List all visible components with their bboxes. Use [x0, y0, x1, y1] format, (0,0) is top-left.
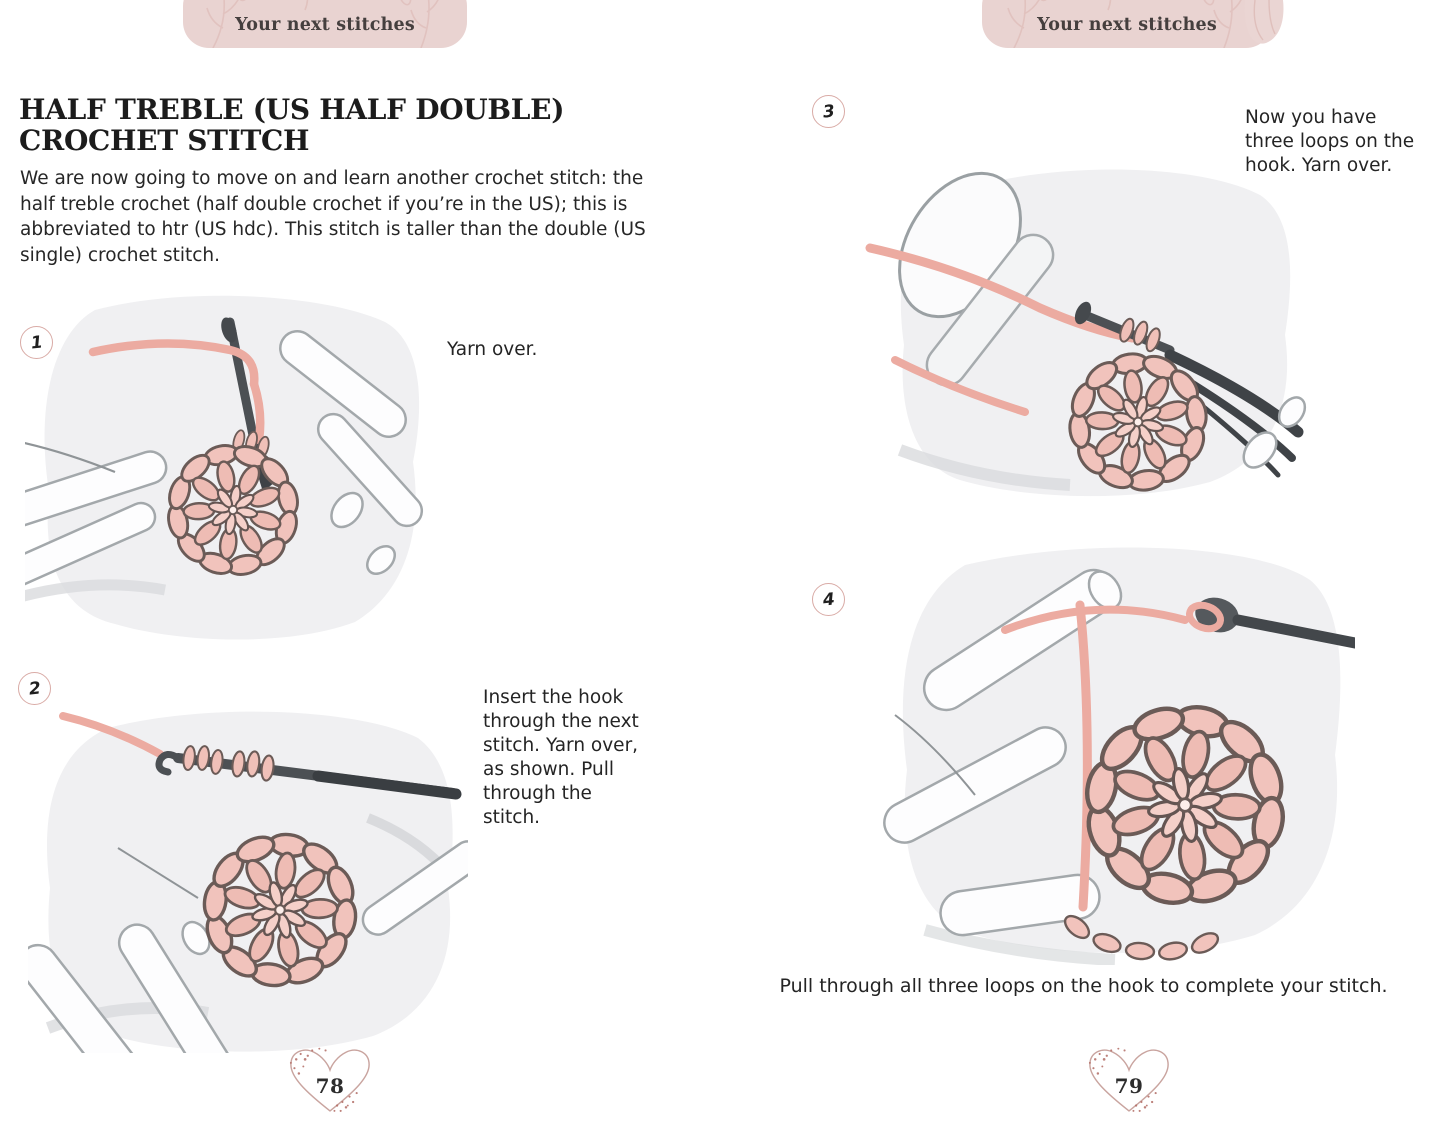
- step-3-caption: Now you have three loops on the hook. Yarn over.: [1245, 107, 1415, 176]
- step-2-number: 2: [27, 677, 42, 700]
- step-3-illustration: [840, 150, 1310, 500]
- page-number-78: [284, 1046, 376, 1126]
- page-right: [722, 0, 1445, 1126]
- page-number-label: 78: [315, 1074, 345, 1098]
- intro-paragraph: We are now going to move on and learn another crochet stitch: the half treble crochet (half double crochet if you’re in the US); this is abbreviated to htr (US hdc). This stitch is taller than the double (US single) crochet stitch.: [20, 168, 646, 266]
- section-badge: [183, 0, 467, 48]
- title-line-1: HALF TREBLE (US HALF DOUBLE): [19, 93, 565, 126]
- section-badge-label: Your next stitches: [235, 15, 415, 35]
- section-badge: [982, 0, 1272, 48]
- step-1-illustration: [25, 292, 435, 644]
- step-2-caption: Insert the hook through the next stitch. Yarn over, as shown. Pull through the stitch.: [483, 687, 639, 828]
- step-4-number: 4: [821, 588, 836, 611]
- step-4-caption: Pull through all three loops on the hook to complete your stitch.: [779, 975, 1388, 997]
- step-4-illustration: [855, 535, 1355, 965]
- title-line-2: CROCHET STITCH: [19, 124, 310, 157]
- step-1-caption: Yarn over.: [447, 339, 538, 360]
- step-1-number: 1: [29, 331, 44, 354]
- page-title: [19, 94, 619, 156]
- step-3-marker: [812, 95, 845, 128]
- step-3-number: 3: [821, 100, 836, 123]
- section-badge-label: Your next stitches: [1037, 15, 1217, 35]
- step-4-marker: [812, 583, 845, 616]
- page-number-79: [1083, 1046, 1175, 1126]
- step-2-illustration: [28, 698, 468, 1053]
- page-number-label: 79: [1114, 1074, 1144, 1098]
